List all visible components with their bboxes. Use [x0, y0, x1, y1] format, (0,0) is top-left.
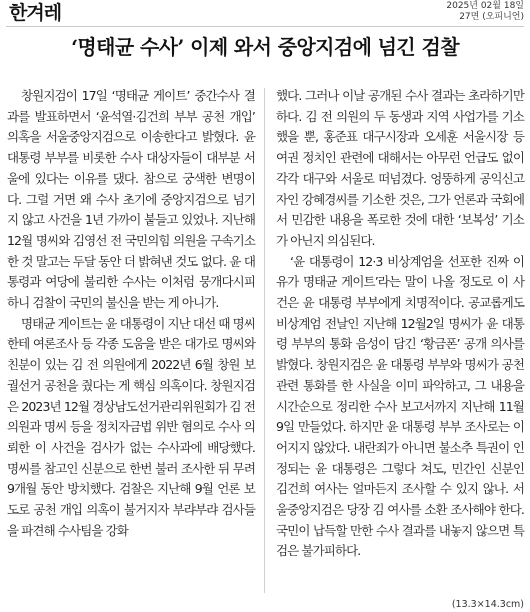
column-divider [264, 88, 265, 593]
right-paragraph-2: ‘윤 대통령이 12·3 비상계엄을 선포한 진짜 이유가 명태균 게이트’라는 말이 나올 정도로 이 사건은 윤 대통령 부부에게 치명적이다. 공교롭게도 비상계엄 전날인 지난해 12월2일 명씨가 윤 대통령 부부의 통화 음성이 담긴 ‘황금폰’ 공개 의사를 밝혔다. 창원지검은 윤 대통령 부부와 명씨가 공천 관련 통화를 한 사실을 이미 파악하고, 그 내용을 시간순으로 정리한 수사 보고서까지 지난해 11월9일 만들었다. 하지만 윤 대통령 부부 조사로는 이어지지 않았다. 내란죄가 아니면 불소추 특권이 인정되는 윤 대통령은 그렇다 쳐도, 민간인 신분인 김건희 여사는 얼마든지 조사할 수 있지 않나. 서울중앙지검은 당장 김 여사를 소환 조사해야 한다. 국민이 납득할 만한 수사 결과를 내놓지 않으면 특검은 불가피하다. [276, 253, 524, 559]
left-column [7, 86, 255, 541]
issue-meta [446, 1, 524, 23]
issue-date: 2025년 02월 18일 [446, 1, 524, 11]
newspaper-logo: 한겨레 [9, 2, 62, 24]
masthead [0, 0, 530, 28]
page-section: 27면 (오피니언) [459, 12, 524, 22]
right-paragraph-1: 했다. 그러나 이날 공개된 수사 결과는 초라하기만 하다. 김 전 의원의 두 동생과 지역 사업가를 기소했을 뿐, 홍준표 대구시장과 오세훈 서울시장 등 여권 정치인 관련에 대해서는 아무런 언급도 없이 각각 대구와 서울로 떠넘겼다. 엉뚱하게 공익신고자인 강혜경씨를 기소한 것은, 그가 언론과 국회에서 민감한 내용을 폭로한 것에 대한 ‘보복성’ 기소가 아닌지 의심된다. [276, 88, 524, 248]
right-column [276, 86, 524, 562]
clipping-size-note: (13.3×14.3cm) [451, 599, 524, 610]
left-paragraph-2: 명태균 게이트는 윤 대통령이 지난 대선 때 명씨한테 여론조사 등 각종 도움을 받은 대가로 명씨와 친분이 있는 김 전 의원에게 2022년 6월 창원 보궐선거 공천을 줬다는 게 핵심 의혹이다. 창원지검은 2023년 12월 경상남도선거관리위원회가 김 전 의원과 명씨 등을 정치자금법 위반 혐의로 수사 의뢰한 이 사건을 검사가 없는 수사과에 배당했다. 명씨를 참고인 신분으로 한번 불러 조사한 뒤 무려 9개월 동안 방치했다. 검찰은 지난해 9월 언론 보도로 공천 개입 의혹이 불거지자 부랴부랴 검사들을 파견해 수사팀을 강화 [7, 315, 255, 538]
article-headline: ‘명태균 수사’ 이제 와서 중앙지검에 넘긴 검찰 [71, 35, 459, 59]
masthead-rule [6, 26, 524, 27]
left-paragraph-1: 창원지검이 17일 ‘명태균 게이트’ 중간수사 결과를 발표하면서 ‘윤석열·김건희 부부 공천 개입’ 의혹을 서울중앙지검으로 이송한다고 밝혔다. 윤 대통령 부부를 비롯한 수사 대상자들이 대부분 서울에 있다는 이유를 댔다. 참으로 궁색한 변명이다. 그럴 거면 왜 수사 초기에 중앙지검으로 넘기지 않고 사건을 1년 가까이 붙들고 있었나. 지난해 12월 명씨와 김영선 전 국민의힘 의원을 구속기소한 것 말고는 두달 동안 더 밝혀낸 것도 없다. 윤 대통령과 여당에 불리한 수사는 이처럼 뭉개다시피 하니 검찰이 국민의 불신을 받는 게 아니가. [7, 88, 255, 311]
